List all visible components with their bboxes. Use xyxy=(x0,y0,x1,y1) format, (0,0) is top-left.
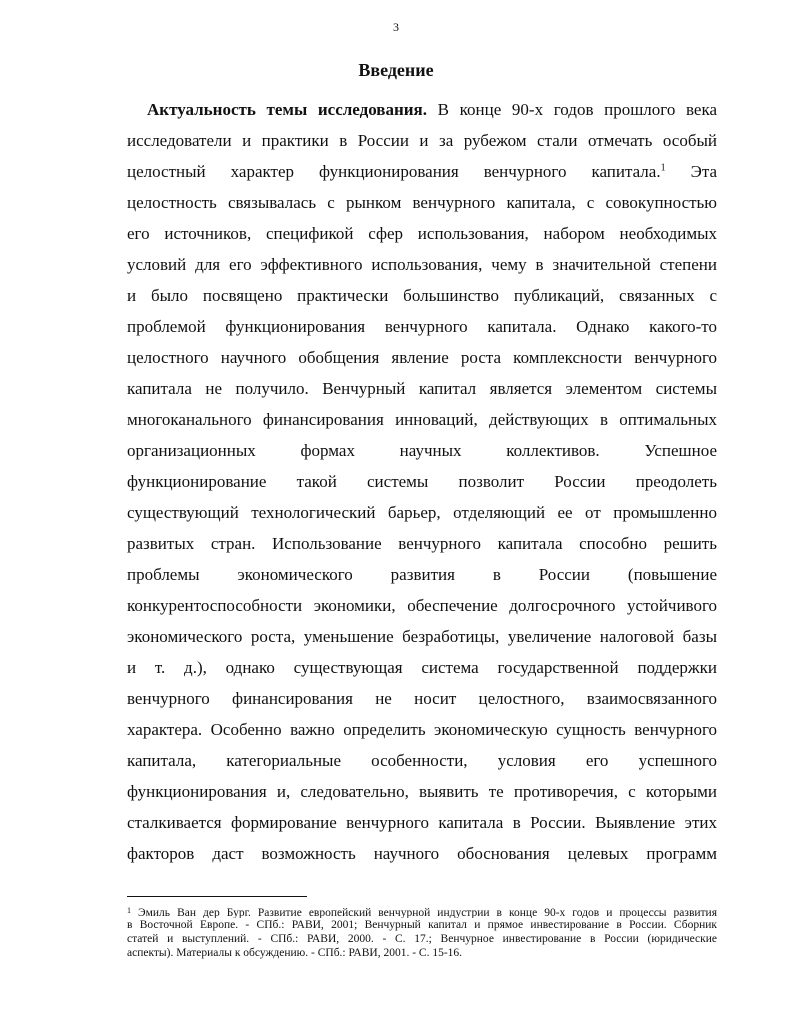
paragraph-line: существующий технологический барьер, отделяющий ее от промышленно xyxy=(127,503,717,522)
footnote-reference: 1 xyxy=(660,162,666,174)
paragraph-line xyxy=(127,94,717,125)
paragraph-line: его источников, спецификой сфер использования, набором необходимых xyxy=(127,224,717,243)
paragraph-line: характера. Особенно важно определить экономическую сущность венчурного xyxy=(127,720,717,739)
section-title: Введение xyxy=(358,60,434,80)
footnote xyxy=(127,904,717,960)
paragraph-line: конкурентоспособности экономики, обеспечение долгосрочного устойчивого xyxy=(127,596,717,615)
footnote-line: статей и выступлений. - СПб.: РАВИ, 2000. - С. 17.; Венчурное инвестирование в России (юридические xyxy=(127,933,717,945)
paragraph-line: и было посвящено практически большинство публикаций, связанных с xyxy=(127,286,717,305)
paragraph-line: целостного научного обобщения явление роста комплексности венчурного xyxy=(127,348,717,367)
paragraph-line: проблемой функционирования венчурного капитала. Однако какого-то xyxy=(127,317,717,336)
paragraph-line: развитых стран. Использование венчурного капитала способно решить xyxy=(127,534,717,553)
paragraph-line: исследователи и практики в России и за рубежом стали отмечать особый xyxy=(127,131,717,150)
footnote-mark: 1 xyxy=(127,906,131,915)
footnote-line: в Восточной Европе. - СПб.: РАВИ, 2001; Венчурный капитал и прямое инвестирование в России. Сборник xyxy=(127,919,717,931)
paragraph-line: факторов даст возможность научного обоснования целевых программ xyxy=(127,844,717,863)
paragraph-lead: Актуальность темы исследования. xyxy=(147,100,428,119)
paragraph-line: функционирования и, следовательно, выявить те противоречия, с которыми xyxy=(127,782,717,801)
footnote-line xyxy=(127,904,717,918)
paragraph-line: сталкивается формирование венчурного капитала в России. Выявление этих xyxy=(127,813,717,832)
body-paragraph xyxy=(127,94,717,869)
paragraph-line xyxy=(127,156,717,187)
paragraph-line: капитала не получило. Венчурный капитал является элементом системы xyxy=(127,379,717,398)
footnote-separator xyxy=(127,896,307,897)
paragraph-line: венчурного финансирования не носит целостного, взаимосвязанного xyxy=(127,689,717,708)
paragraph-line: капитала, категориальные особенности, условия его успешного xyxy=(127,751,717,770)
paragraph-line-text: целостный характер функционирования венчурного капитала. xyxy=(127,162,661,181)
paragraph-line: многоканального финансирования инноваций, действующих в оптимальных xyxy=(127,410,717,429)
footnote-line-text: Эмиль Ван дер Бург. Развитие европейский венчурной индустрии в конце 90-х годов и процессы развития xyxy=(138,907,717,918)
footnote-line: аспекты). Материалы к обсуждению. - СПб.: РАВИ, 2001. - С. 15-16. xyxy=(127,947,463,959)
paragraph-line: целостность связывалась с рынком венчурного капитала, с совокупностью xyxy=(127,193,717,212)
paragraph-line: организационных формах научных коллективов. Успешное xyxy=(127,441,717,460)
paragraph-line: экономического роста, уменьшение безработицы, увеличение налоговой базы xyxy=(127,627,717,646)
paragraph-line: проблемы экономического развития в России (повышение xyxy=(127,565,717,584)
paragraph-line-tail: Эта xyxy=(690,162,717,181)
paragraph-line: функционирование такой системы позволит России преодолеть xyxy=(127,472,717,491)
paragraph-line-text: В конце 90-х годов прошлого века xyxy=(437,100,717,119)
paragraph-line: условий для его эффективного использования, чему в значительной степени xyxy=(127,255,717,274)
page-number: 3 xyxy=(393,20,399,34)
paragraph-line: и т. д.), однако существующая система государственной поддержки xyxy=(127,658,717,677)
